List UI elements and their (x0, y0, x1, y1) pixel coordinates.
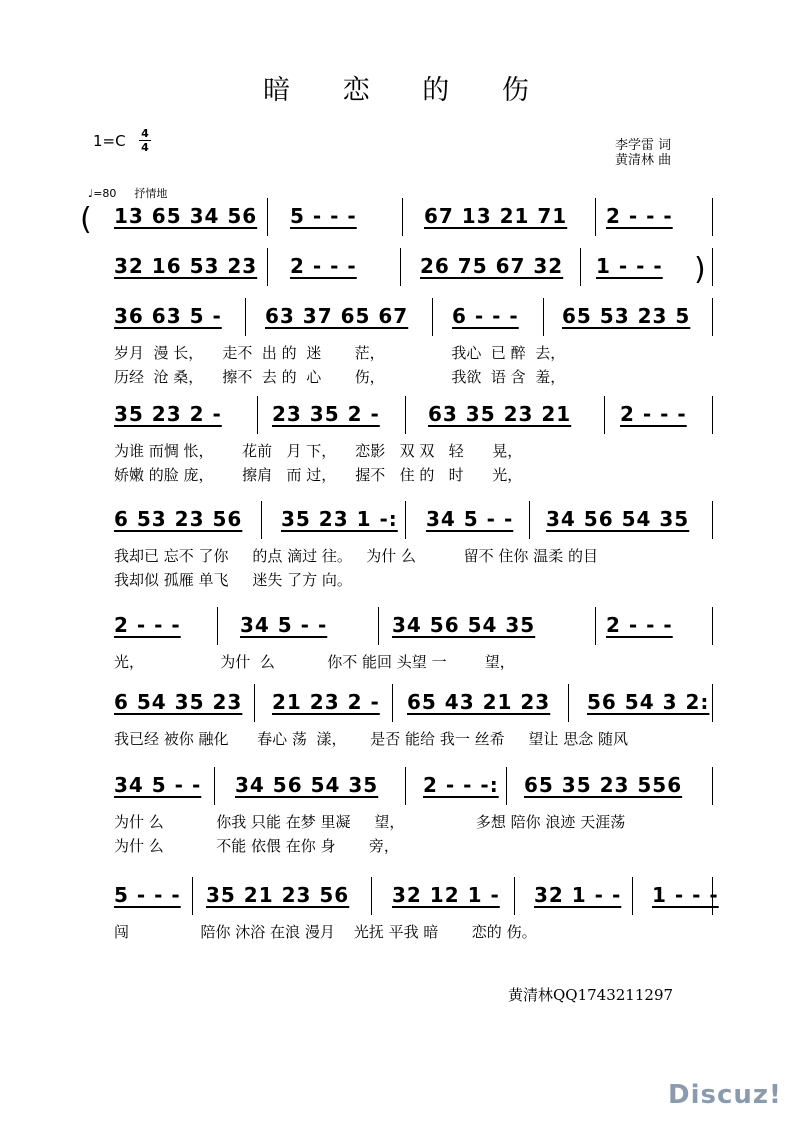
bar-line (432, 298, 433, 336)
lyricist: 李学雷 词 (615, 138, 672, 153)
measure: 32 1 - - (534, 883, 622, 907)
bar-line (529, 501, 530, 539)
measure: 35 23 2 - (114, 402, 222, 426)
bar-line (712, 501, 713, 539)
measure: 13 65 34 56 (114, 204, 258, 228)
bar-line (261, 501, 262, 539)
measure: 2 - - - (606, 204, 673, 228)
bar-line (632, 877, 633, 915)
composer: 黄清林 曲 (615, 153, 672, 168)
bar-line (214, 767, 215, 805)
bar-line (712, 684, 713, 722)
bar-line (371, 877, 372, 915)
lyric-line: 为什 么 你我 只能 在梦 里凝 望， 多想 陪你 浪迹 天涯荡 (114, 813, 626, 831)
measure: 6 53 23 56 (114, 507, 243, 531)
bar-line (217, 607, 218, 645)
measure: 65 53 23 5 (562, 304, 691, 328)
bar-line (267, 248, 268, 286)
forum-watermark: Discuz! (668, 1080, 782, 1110)
lyric-line: 为什 么 不能 依偎 在你 身 旁， (114, 837, 399, 855)
measure: 5 - - - (114, 883, 181, 907)
measure: 32 12 1 - (392, 883, 500, 907)
bar-line (378, 607, 379, 645)
lyric-line: 闯 陪你 沐浴 在浪 漫月 光抚 平我 暗 恋的 伤。 (114, 923, 537, 941)
measure: 1 - - - (652, 883, 719, 907)
measure: 35 23 1 -: (281, 507, 398, 531)
bar-line (514, 877, 515, 915)
measure: 35 21 23 56 (206, 883, 350, 907)
bar-line (392, 684, 393, 722)
measure: 2 - - - (606, 613, 673, 637)
measure: 34 56 54 35 (546, 507, 690, 531)
lyric-line: 我却似 孤雁 单飞 迷失 了方 向。 (114, 571, 352, 589)
lyric-line: 历经 沧 桑， 擦不 去 的 心 伤， 我欲 语 含 羞， (114, 368, 566, 386)
bar-line (712, 198, 713, 236)
measure: 56 54 3 2: (587, 690, 710, 714)
measure: 34 5 - - (114, 773, 202, 797)
bar-line (405, 501, 406, 539)
bar-line (712, 877, 713, 915)
bar-line (712, 298, 713, 336)
measure: 1 - - - (596, 254, 663, 278)
measure: 6 54 35 23 (114, 690, 243, 714)
bar-line (405, 767, 406, 805)
measure: 34 56 54 35 (392, 613, 536, 637)
measure: 21 23 2 - (272, 690, 380, 714)
bar-line (402, 198, 403, 236)
measure: 63 35 23 21 (428, 402, 572, 426)
lyric-line: 光， 为什 么 你不 能回 头望 一 望， (114, 653, 515, 671)
bar-line (400, 248, 401, 286)
bar-line (595, 607, 596, 645)
bar-line (245, 298, 246, 336)
measure: 65 35 23 556 (524, 773, 683, 797)
bar-line (543, 298, 544, 336)
bar-line (254, 684, 255, 722)
lyric-line: 为谁 而惆 怅， 花前 月 下， 恋影 双 双 轻 晃， (114, 442, 523, 460)
measure: 2 - - - (620, 402, 687, 426)
measure: 67 13 21 71 (424, 204, 568, 228)
bar-line (595, 198, 596, 236)
bar-line (267, 198, 268, 236)
measure: 2 - - -: (423, 773, 499, 797)
measure: 2 - - - (114, 613, 181, 637)
measure: 63 37 65 67 (265, 304, 409, 328)
lyric-line: 我却已 忘不 了你 的点 滴过 往。 为什 么 留不 住你 温柔 的目 (114, 547, 598, 565)
measure: 36 63 5 - (114, 304, 222, 328)
tempo-marking (88, 185, 167, 201)
measure: 34 5 - - (240, 613, 328, 637)
bar-line (568, 684, 569, 722)
measure: 32 16 53 23 (114, 254, 258, 278)
credits (615, 138, 671, 168)
intro-bracket-open: ( (80, 202, 92, 237)
measure: 34 5 - - (426, 507, 514, 531)
lyric-line: 岁月 漫 长， 走不 出 的 迷 茫， 我心 已 醉 去， (114, 344, 566, 362)
tempo-mark: ♩=80 (88, 187, 117, 200)
lyric-line: 我已经 被你 融化 春心 荡 漾， 是否 能给 我一 丝希 望让 思念 随风 (114, 730, 628, 748)
bar-line (712, 767, 713, 805)
key-signature: 1=C (93, 132, 126, 150)
measure: 23 35 2 - (272, 402, 380, 426)
intro-bracket-close: ) (694, 252, 706, 287)
arranger-signature: 黄清林QQ1743211297 (508, 986, 674, 1004)
bar-line (257, 396, 258, 434)
measure: 2 - - - (290, 254, 357, 278)
measure: 34 56 54 35 (235, 773, 379, 797)
measure: 26 75 67 32 (420, 254, 564, 278)
bar-line (192, 877, 193, 915)
time-signature-bottom: 4 (141, 141, 149, 154)
bar-line (712, 248, 713, 286)
tempo-mood: 抒情地 (134, 187, 168, 200)
bar-line (405, 396, 406, 434)
song-title: 暗 恋 的 伤 (263, 75, 551, 106)
measure: 65 43 21 23 (407, 690, 551, 714)
time-signature (139, 128, 151, 153)
bar-line (580, 248, 581, 286)
bar-line (506, 767, 507, 805)
measure: 5 - - - (290, 204, 357, 228)
bar-line (712, 607, 713, 645)
time-signature-top: 4 (141, 127, 149, 140)
measure: 6 - - - (452, 304, 519, 328)
lyric-line: 娇嫩 的脸 庞， 擦肩 而 过， 握不 住 的 时 光， (114, 466, 523, 484)
bar-line (712, 396, 713, 434)
bar-line (604, 396, 605, 434)
